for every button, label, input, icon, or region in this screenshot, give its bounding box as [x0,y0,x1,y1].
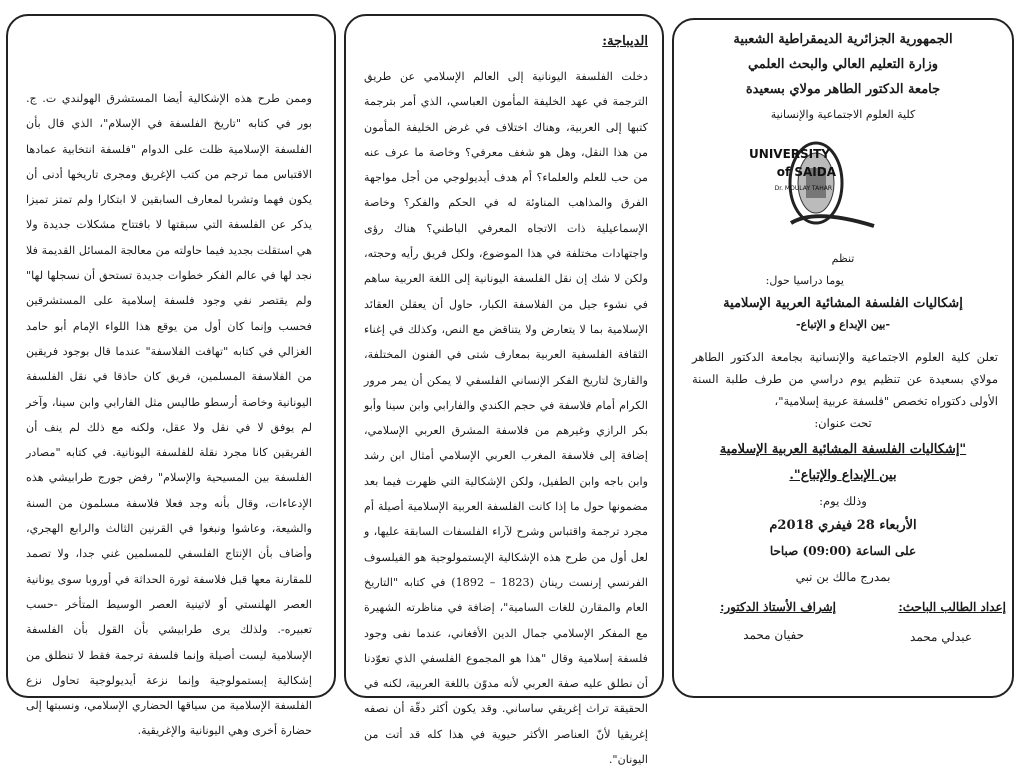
student-name: عبدلي محمد [910,630,972,644]
preamble-heading: الديباجة: [602,34,648,49]
that-day-label: وذلك يوم: [819,494,867,508]
university-header: جامعة الدكتور الطاهر مولاي بسعيدة [745,82,941,97]
ministry-header: وزارة التعليم العالي والبحث العلمي [747,57,939,72]
republic-header: الجمهورية الجزائرية الديمقراطية الشعبية [733,32,953,47]
event-date: الأربعاء 28 فيفري 2018م [769,518,917,533]
middle-panel [344,14,664,767]
logo-text-university: UNIVERSITY [749,147,830,161]
title-repeat-line-1: "إشكاليات الفلسفة المشائية العربية الإسلامية [719,442,967,457]
prepared-by-label: إعداد الطالب الباحث: [898,600,1006,614]
left-panel-paragraph: وممن طرح هذه الإشكالية أيضا المستشرق الهولندي ت. ج. بور في كتابه "تاريخ الفلسفة في الإسلام"، الذي قال بأن الفلسفة الإسلامية ظلت على الدوام "فلسفة انتخابية عمادها الاقتباس مما ترجم من كتب الإغريق ومجرى تاريخها أدنى أن يكون فهما وتشربا لمعارف السابقين لا ابتكارا ولم تمتز تميزا يذكر عن الفلسفة التي سبقتها لا بافتتاح مشكلات جديدة ولا هي استقلت بجديد فيما حاولته من معالجة المسائل القديمة فلا نجد لها في عالم الفكر خطوات جديدة تستحق أن نسجلها لها" ولم يقتصر نفي وجود فلسفة إسلامية على المستشرقين فحسب وإنما كان أول من يوقع هذا اللواء الإمام أبو حامد الغزالي في كتابه "تهافت الفلاسفة" عندما قال بوجود فريقين من الفلاسفة المسلمين، فريق كان حاذقا في نقل الفلسفة اليونانية وخاصة أرسطو طاليس مثل الفارابي وابن سينا، وآخر لم يوفق لا في نقل ولا عقل، ولكنه مع ذلك لم ينف أن الفريقين كانا مجرد نقلة للفلسفة اليونانية. في كتابه "مصادر الفلسفة بين المسيحية والإسلام" رفض جورج طرابيشي هذه الإدعاءات، وقال بأنه وجد فعلا فلاسفة مسلمون من السنة والشيعة، وعاشوا ونبغوا في القرنين الثالث والرابع الهجري، وأضاف بأن الإنتاج الفلسفي للمسلمين غني جدا، ولا تصمد للمقارنة معها قبل فلاسفة ثورة الحداثة في أوروبا سوى يونانية العصر الهلنستي أو لاتينية العصر الوسيط المتأخر -حسب تعبيره-. ولذلك يرى طرابيشي بأن القول بأن الفلسفة الإسلامية ليست أصيلة وإنما فلسفة ترجمة فقط لا تنطلق من إشكالية إبستمولوجية وإنما نزعة أيديولوجية تحاول نزع الفلسفة الإسلامية من سياقها الحضاري الإسلامي، ونسبتها إلى حضارة أخرى وهي اليونانية والإغريقية. [26,92,312,738]
university-logo [749,138,876,238]
supervisor-name: حفيان محمد [743,628,804,642]
middle-panel-paragraph: دخلت الفلسفة اليونانية إلى العالم الإسلامي عن طريق الترجمة في عهد الخليفة المأمون العباسي، الذي أمر بترجمة كتبها إلى العربية، وهناك اختلاف في غرض الخليفة المأمون من هذا النقل، وهل هو شغف معرفي؟ وخاصة ما عرف عنه من حب للعلم والعلماء؟ أم هدف أيديولوجي من أجل مواجهة الفرق والمذاهب المناوئة له في الحكم والفكر؟ وخاصة الإسماعيلية ذات الاتجاه المعرفي الباطني؟ هناك رؤى واجتهادات مختلفة في هذا الموضوع، ولكل فريق رأيه وحجته، ولكن لا شك إن نقل الفلسفة اليونانية إلى اللغة العربية ساهم في نشوء جيل من الفلاسفة الكبار، حاول أن يعقلن العقائد الإسلامية بما لا يتعارض ولا يتناقض مع النص، وكذلك في إغناء الثقافة الفلسفية العربية بمعارف شتى في الفنون المختلفة، والقارئ لتاريخ الفكر الإنساني الفلسفي لا يمكن أن يمر مرور الكرام أمام فلاسفة في حجم الكندي والفارابي وابن سينا وأبو بكر الرازي وغيرهم من فلاسفة المشرق العربي الإسلامي، إضافة إلى فلاسفة المغرب العربي الإسلامي أمثال ابن رشد وابن باجه وابن الطفيل، ولكن الإشكالية التي ظهرت فيما بعد مضمونها حول ما إذا كانت الفلسفة العربية الإسلامية أصيلة أم مجرد ترجمة واقتباس وشرح لآراء الفلسفات السابقة عليها، و لعل أول من طرح هذه الإشكالية الإبستمولوجية هو الفيلسوف الفرنسي إرنست رينان (1823 – 1892) في كتابه "التاريخ العام والمقارن للغات السامية"، إضافة في مناظرته الشهيرة مع المفكر الإسلامي جمال الدين الأفغاني، عندما نفى وجود فلسفة إسلامية وقال "هذا هو المجموع الفلسفي الذي تعوّدنا أن نطلق عليه صفة العربي لأنه مدوّن باللغة العربية، لكنه في الحقيقة تراث إغريقي ساساني. وقد يكون أكثر دقّة أن نصفه إغريقيا لأنّ العناصر الأكثر حيوية في هذا كله قد أتت من اليونان". [364,70,648,767]
under-title-label: تحت عنوان: [814,416,872,430]
organizes-label: تنظم [831,252,855,265]
event-venue: بمدرج مالك بن نبي [795,570,891,584]
event-title: إشكاليات الفلسفة المشائية العربية الإسلامية [723,296,963,311]
supervisor-label: إشراف الأستاذ الدكتور: [719,600,836,614]
event-subtitle: -بين الإبداع و الإتباع- [795,318,891,331]
study-day-label: يوما دراسيا حول: [765,274,844,287]
logo-text-saida: of SAIDA [776,165,836,179]
right-panel [672,18,1014,698]
left-panel [6,14,336,738]
announcement-paragraph: تعلن كلية العلوم الاجتماعية والإنسانية بجامعة الدكتور الطاهر مولاي بسعيدة عن تنظيم يوم دراسي من طرف طلبة السنة الأولى دكتوراه تخصص "فلسفة عربية إسلامية"، [692,350,998,408]
event-time: على الساعة (09:00) صباحا [769,544,917,558]
logo-text-moulay: Dr. MOULAY TAHAR [774,185,832,192]
faculty-header: كلية العلوم الاجتماعية والإنسانية [770,108,916,121]
university-seal-icon [749,138,876,238]
title-repeat-line-2: بين الإبداع والإتباع". [789,468,897,483]
